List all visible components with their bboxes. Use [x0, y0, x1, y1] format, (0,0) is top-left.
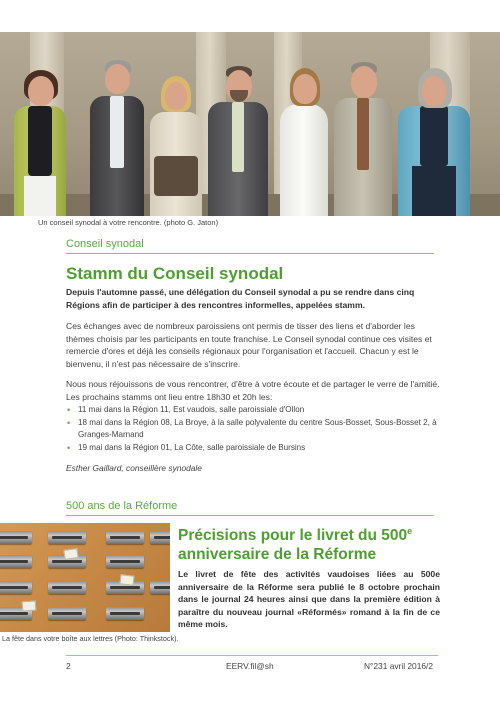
mailbox-photo-caption: La fête dans votre boîte aux lettres (Photo: Thinkstock).	[2, 634, 179, 643]
bullet-icon: •	[67, 443, 71, 453]
article-title-livret: Précisions pour le livret du 500e anniversaire de la Réforme	[178, 525, 413, 563]
section-label-conseil-synodal: Conseil synodal	[66, 238, 434, 254]
list-item: • 19 mai dans la Région 01, La Côte, salle paroissiale de Bursins	[67, 443, 306, 453]
list-item: • 18 mai dans la Région 08, La Broye, à la salle polyvalente du centre Sous-Bosset, Sous-Bosset 2, à Granges-Marnand	[67, 418, 437, 439]
mailbox-photo	[0, 523, 170, 632]
stamm-dates-list	[66, 404, 440, 455]
article-lead: Depuis l'automne passé, une délégation du Conseil synodal a pu se rendre dans cinq Régions afin de participer à des rencontres informelles, appelées stamm.	[66, 287, 415, 310]
article-title-stamm: Stamm du Conseil synodal	[66, 264, 284, 283]
list-item: • 11 mai dans la Région 11, Est vaudois, salle paroissiale d'Ollon	[67, 405, 305, 415]
article-paragraph-1: Ces échanges avec de nombreux paroissiens ont permis de tisser des liens et d'aborder les thèmes choisis par les participants en toute franchise. Le Conseil synodal continue ces visites et remercie d'ores et déjà les conseils régionaux pour l'organisation et l'accueil. Chacun y est le bienvenu, il n'est pas nécessaire de s'inscrire.	[66, 321, 432, 369]
top-photo-caption: Un conseil synodal à votre rencontre. (photo G. Jaton)	[38, 218, 219, 227]
footer-publication: EERV.fil@sh	[226, 661, 274, 671]
section-label-reforme: 500 ans de la Réforme	[66, 500, 434, 516]
group-photo	[0, 32, 500, 216]
footer-divider	[66, 655, 438, 656]
footer-issue: N°231 avril 2016/2	[364, 661, 433, 671]
bullet-icon: •	[67, 418, 71, 428]
article-paragraph-2: Nous nous réjouissons de vous rencontrer, d'être à votre écoute et de partager le verre de l'amitié. Les prochains stamms ont lieu entre 18h30 et 20h les:	[66, 379, 440, 402]
article-signature: Esther Gaillard, conseillère synodale	[66, 463, 202, 473]
bullet-icon: •	[67, 405, 71, 415]
article-body-livret: Le livret de fête des activités vaudoises liées au 500e anniversaire de la Réforme sera publié le 8 octobre prochain dans le journal 24 heures ainsi que dans la première édition à paraître du nouveau journal «Réformés» romand à la fin de ce même mois.	[178, 569, 440, 630]
page-number: 2	[66, 661, 71, 671]
